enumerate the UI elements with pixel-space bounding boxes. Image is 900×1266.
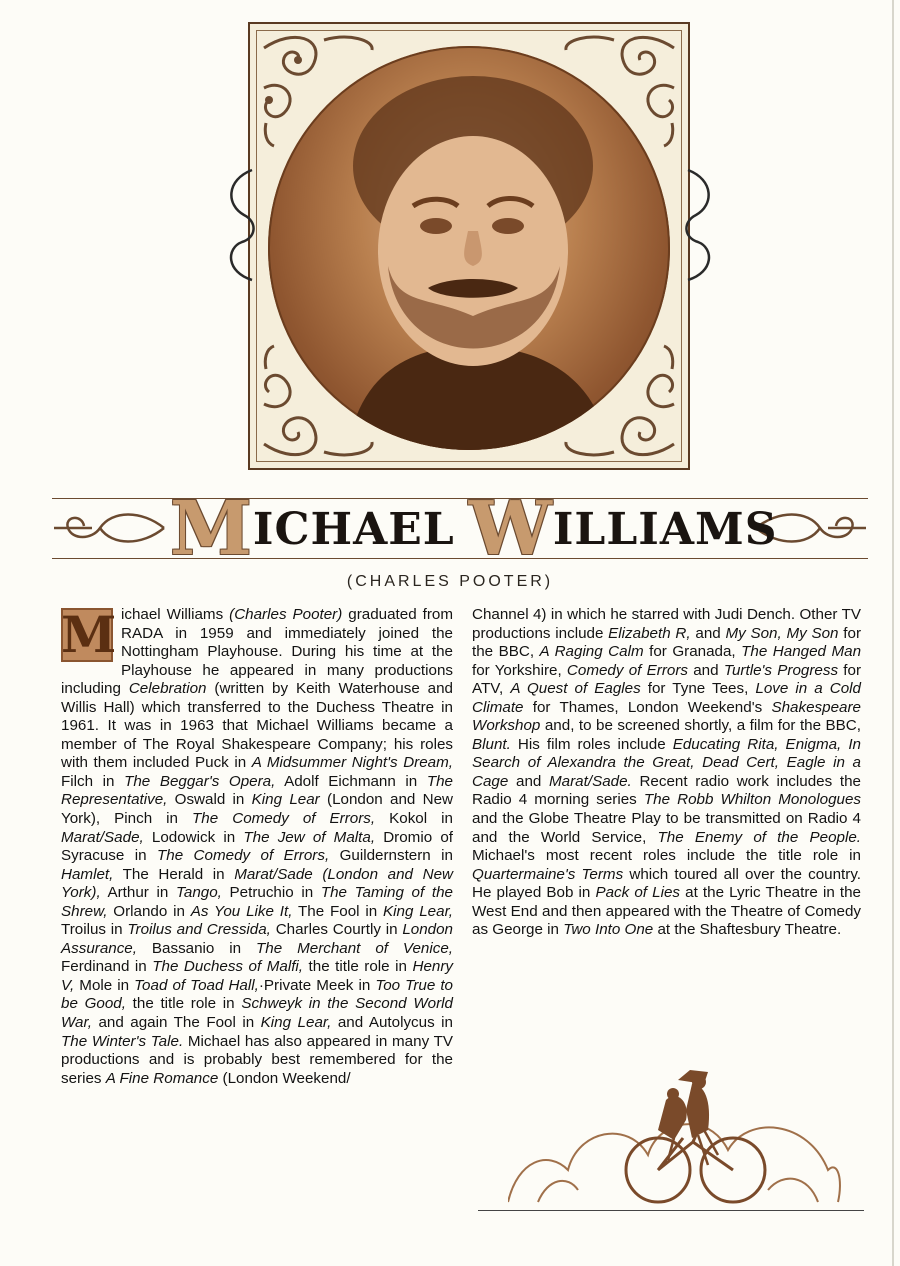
bio-title-italic: Toad of Toad Hall, xyxy=(134,976,259,994)
bio-title-italic: King Lear, xyxy=(260,1014,332,1032)
bio-text-run: for Granada, xyxy=(643,643,742,661)
portrait-figure xyxy=(268,46,670,450)
bio-text-run: Petruchio in xyxy=(221,884,321,902)
bio-title-italic: The Taming of the Shrew, xyxy=(61,884,453,920)
bio-text-run: Michael has also appeared in many TV productions and is probably best remembered for the series xyxy=(61,1032,453,1087)
tandem-bicycle-illustration xyxy=(508,1060,848,1210)
bio-title-italic: A Midsummer Night's Dream, xyxy=(251,754,453,772)
bio-title-italic: The Hanged Man xyxy=(741,643,862,661)
bio-text-run: and xyxy=(687,661,724,679)
bio-title-italic: Educating Rita, Enigma, In Search of Alexandra the Great, Dead Cert, Eagle in a Cage xyxy=(472,735,861,790)
bio-column-right xyxy=(472,606,861,940)
bio-title-italic: A Fine Romance xyxy=(105,1069,219,1087)
bio-text-run: His film roles include xyxy=(510,735,673,753)
bio-text-right xyxy=(472,606,861,938)
bio-title-italic: The Duchess of Malfi, xyxy=(152,958,304,976)
bio-column-left xyxy=(61,606,453,1088)
bio-title-italic: Two Into One xyxy=(563,921,654,939)
bio-title-italic: London Assurance, xyxy=(61,921,453,957)
bio-title-italic: Too True to be Good, xyxy=(61,976,454,1013)
portrait-photo xyxy=(268,46,670,450)
bio-text-run: Charles Courtly in xyxy=(270,921,403,939)
bio-text-run: Filch in xyxy=(61,772,125,790)
bio-text-run: and again The Fool in xyxy=(91,1014,261,1032)
name-initial-w: W xyxy=(468,486,553,572)
bio-text-run: the title role in xyxy=(303,958,413,976)
bio-title-italic: Marat/Sade, xyxy=(61,828,144,846)
bio-title-italic: Marat/Sade (London and New York), xyxy=(61,865,453,902)
bio-text-run: and xyxy=(690,624,726,642)
bio-title-italic: Shakespeare Workshop xyxy=(472,698,861,735)
bio-text-run: and, to be screened shortly, a film for the BBC, xyxy=(540,717,861,735)
bio-title-italic: Hamlet, xyxy=(61,865,114,883)
bio-text-run: Orlando in xyxy=(107,902,191,920)
bio-title-italic: Marat/Sade. xyxy=(549,772,632,790)
bio-title-italic: (Charles Pooter) xyxy=(229,606,343,623)
bio-title-italic: King Lear, xyxy=(383,902,454,920)
bio-title-italic: The Comedy of Errors, xyxy=(192,810,376,828)
bio-title-italic: Celebration xyxy=(128,680,207,698)
bio-text-run: for ATV, xyxy=(472,661,862,698)
bio-title-italic: The Robb Whilton Monologues xyxy=(643,791,862,809)
bio-text-run: for Thames, London Weekend's xyxy=(523,698,772,716)
bio-text-run: graduated from RADA in 1959 and immediately joined the Nottingham Playhouse. During his time at the Playhouse he appeared in many productions including xyxy=(61,606,453,698)
bio-title-italic: The Jew of Malta, xyxy=(243,828,376,846)
bio-title-italic: Tango, xyxy=(175,884,222,902)
bio-title-italic: The Beggar's Opera, xyxy=(124,772,276,790)
character-role: (CHARLES POOTER) xyxy=(346,573,554,590)
bio-title-italic: Schweyk in the Second World War, xyxy=(61,995,453,1032)
bio-text-run: which toured all over the country. He played Bob in xyxy=(472,865,861,902)
bio-title-italic: Pack of Lies xyxy=(595,884,681,902)
side-curl-right xyxy=(684,160,718,290)
bio-text-run: Recent radio work includes the Radio 4 morning series xyxy=(472,772,861,809)
bio-text-run: Dromio of Syracuse in xyxy=(61,828,453,865)
bio-text-run: Kokol in xyxy=(375,810,453,828)
bio-title-italic: The Comedy of Errors, xyxy=(156,847,330,865)
bio-text-run: Mole in xyxy=(74,976,135,994)
bio-text-left xyxy=(61,606,453,1087)
flourish-left xyxy=(52,500,170,556)
bio-title-italic: Blunt. xyxy=(472,735,511,753)
drop-cap: M xyxy=(61,605,117,664)
bio-title-italic: The Representative, xyxy=(61,772,453,809)
name-last-rest: ILLIAMS xyxy=(552,504,778,555)
bio-text-run: ichael Williams xyxy=(121,606,230,623)
bio-title-italic: Comedy of Errors xyxy=(566,661,688,679)
bio-title-italic: As You Like It, xyxy=(190,902,293,920)
bio-text-run: Troilus in xyxy=(61,921,128,939)
bio-text-run: The Herald in xyxy=(113,865,235,883)
bio-text-run: for the BBC, xyxy=(472,624,861,661)
bio-text-run: Adolf Eichmann in xyxy=(275,772,427,790)
name-first-rest: ICHAEL xyxy=(252,504,455,555)
bio-text-run: (London Weekend/ xyxy=(218,1069,351,1087)
bio-text-run: Guildernstern in xyxy=(329,847,453,865)
bio-text-run: at the Lyric Theatre in the West End and then appeared with the Theatre of Comedy as George in xyxy=(472,884,861,939)
bio-text-run: The Fool in xyxy=(292,902,383,920)
bio-text-run: Michael's most recent roles include the title role in xyxy=(472,847,861,865)
bio-text-run: Ferdinand in xyxy=(61,958,153,976)
bio-title-italic: Love in a Cold Climate xyxy=(472,680,862,716)
bio-text-run: and xyxy=(508,772,550,790)
bio-title-italic: My Son, My Son xyxy=(725,624,839,642)
actor-name-title xyxy=(170,486,778,572)
bio-text-run: and the Globe Theatre Play to be transmitted on Radio 4 and the World Service, xyxy=(472,810,861,846)
bio-title-italic: The Winter's Tale. xyxy=(61,1032,184,1050)
bio-title-italic: Elizabeth R, xyxy=(608,624,691,642)
bio-text-run: Bassanio in xyxy=(136,939,257,957)
bio-text-run: (London and New York), Pinch in xyxy=(61,791,454,828)
bio-title-italic: Turtle's Progress xyxy=(723,661,839,679)
page-edge xyxy=(892,0,894,1266)
bio-title-italic: A Quest of Eagles xyxy=(510,680,641,698)
bio-title-italic: Quartermaine's Terms xyxy=(472,865,624,883)
bio-text-run: for Yorkshire, xyxy=(472,661,567,679)
bio-title-italic: Troilus and Cressida, xyxy=(127,921,271,939)
bio-text-run: the title role in xyxy=(125,995,242,1013)
bio-text-run: Oswald in xyxy=(167,791,252,809)
bio-text-run: for Tyne Tees, xyxy=(640,680,756,698)
bio-title-italic: The Merchant of Venice, xyxy=(256,939,453,957)
bio-text-run: ·Private Meek in xyxy=(258,976,376,994)
portrait-frame xyxy=(248,22,690,470)
name-initial-m: M xyxy=(170,486,253,572)
bio-text-run: Arthur in xyxy=(100,884,176,902)
bio-title-italic: The Enemy of the People. xyxy=(657,828,861,846)
bio-text-run: and Autolycus in xyxy=(331,1014,453,1032)
bio-text-run: Lodowick in xyxy=(143,828,244,846)
bottom-rule xyxy=(478,1210,864,1211)
side-curl-left xyxy=(222,160,256,290)
bio-title-italic: King Lear xyxy=(251,791,320,809)
bio-title-italic: Henry V, xyxy=(61,958,453,994)
bio-text-run: (written by Keith Waterhouse and Willis Hall) which transferred to the Duchess Theatre in 1961. It was in 1963 that Michael Williams became a member of The Royal Shakespeare Company; his roles with them included Puck in xyxy=(61,680,453,772)
name-banner xyxy=(52,486,868,572)
bio-title-italic: A Raging Calm xyxy=(539,643,644,661)
bio-text-run: Channel 4) in which he starred with Judi Dench. Other TV productions include xyxy=(472,606,861,642)
bio-text-run: at the Shaftesbury Theatre. xyxy=(653,921,842,939)
